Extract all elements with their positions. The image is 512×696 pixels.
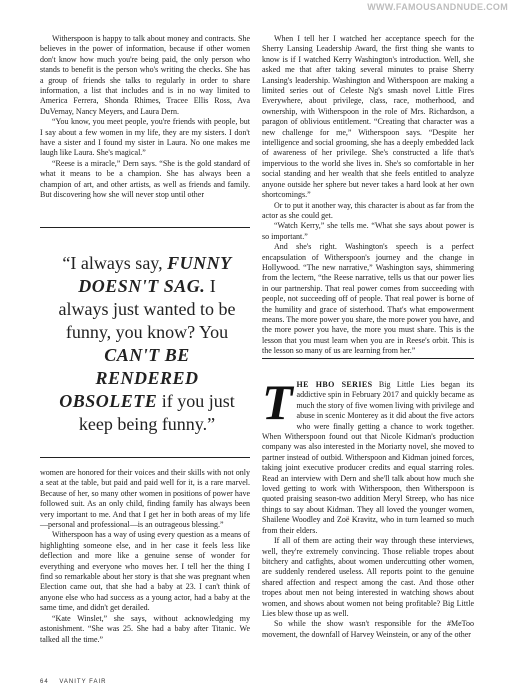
divider xyxy=(262,358,474,359)
paragraph: When I tell her I watched her acceptance speech for the Sherry Lansing Leadership Award, the first thing she wants to know is if I watched Kerry Washington's introduction. Well, she asked me that after taking several minutes to praise Sherry Lansing's leadership. Washington and Witherspoon are making a limited series out of Celeste Ng's smash novel Little Fires Everywhere, about privilege, class, race, motherhood, and ownership, with Witherspoon in the role of Mrs. Richardson, a paragon of oblivious entitlement. “Creating that character was a new challenge for me,” Witherspoon says. “Despite her intelligence and social grooming, she has a deeply embedded lack of awareness of her privilege. She's constructed a life that's impervious to the world she lives in. She's so comfortable in her social standing and her wealth that she feels entitled to analyze anyone outside her sphere but never takes a hard look at her own shortcomings.” xyxy=(262,34,474,200)
divider xyxy=(40,457,250,458)
pull-quote-emphasis: CAN'T BE RENDERED OBSOLETE xyxy=(59,345,199,411)
pull-quote xyxy=(54,252,240,436)
paragraph: “Kate Winslet,” she says, without acknowledging my astonishment. “She was 25. She had a baby after Titanic. We talked all the time.” xyxy=(40,613,250,644)
drop-cap: T xyxy=(262,374,293,430)
left-column-bottom xyxy=(40,468,250,645)
section-opening xyxy=(262,374,474,536)
left-column-top xyxy=(40,34,250,201)
paragraph: If all of them are acting their way through these interviews, well, they're extremely convincing. Those reliable tropes about bitchery and catfights, about women undercutting other women, are suddenly rendered useless. All reports point to the genuine shared affection and respect among the cast. And those other tropes about men not being interested in watching shows about women, and shows about women not being profitable? Big Little Lies blew those up as well. xyxy=(262,536,474,618)
watermark: WWW.FAMOUSANDNUDE.COM xyxy=(367,2,508,12)
page-footer xyxy=(40,679,114,685)
lead-in-caps: HE HBO SERIES xyxy=(296,380,373,389)
magazine-name: VANITY FAIR xyxy=(59,679,107,685)
paragraph: “Reese is a miracle,” Dern says. “She is the gold standard of what it means to be a champion. She has always been a champion of art, and other artists, as well as friends and family. But discovering how she will never stop until other xyxy=(40,158,250,200)
pull-quote-text: I always just wanted to be funny, you know? You xyxy=(58,276,236,342)
right-column-bottom xyxy=(262,374,474,640)
paragraph: “Watch Kerry,” she tells me. “What she says about power is so important.” xyxy=(262,221,474,241)
divider xyxy=(40,227,250,228)
paragraph: Witherspoon has a way of using every question as a means of highlighting someone else, and in her case it feels less like deflection and more like a genuine sense of wonder for everything and everyone who moves her. I tell her the thing I find so remarkable about her story is that she was pregnant when Election came out, that she had a baby at 23. I can't think of anyone else who had success as a young actor, had a baby at the same time, and didn't get derailed. xyxy=(40,530,250,613)
pull-quote-text: “I always say, xyxy=(62,253,163,273)
paragraph: Or to put it another way, this character is about as far from the actor as she could get. xyxy=(262,200,474,220)
pull-quote-text: if you just keep being funny.” xyxy=(78,391,235,434)
paragraph: women are honored for their voices and their skills with not only a seat at the table, but paid and paid well for it, is a rare marvel. Because of her, so many other women in positions of power have followed suit. As an only child, finding family has always been very important to me. And that I get her in both areas of my life—personal and professional—is an outrageous blessing.” xyxy=(40,468,250,530)
paragraph: “You know, you meet people, you're friends with people, but I say about a few women in my life, they are my sisters. I don't have a sister and I found my sister in Laura. No one makes me laugh like Laura. She's magical.” xyxy=(40,117,250,158)
pull-quote-emphasis: FUNNY DOESN'T SAG. xyxy=(78,253,232,296)
paragraph-text: Big Little Lies began its addictive spin in February 2017 and quickly became as much the story of five women living with privilege and abuse in scenic Monterey as it did about the five actors who were finally getting a chance to work together. When Witherspoon found out that Nicole Kidman's production company was also interested in the Moriarty novel, she moved to partner instead of outbid. Witherspoon and Kidman joined forces, taking joint executive producer credits and equal starring roles. Read an interview with Dern and she'll talk about how much she loved getting to work with Witherspoon, then Witherspoon is quoted praising season-two addition Meryl Streep, who has nice things to say about Kidman. They all loved the younger women, Shailene Woodley and Zoë Kravitz, who in turn learned so much from their elders. xyxy=(262,380,474,535)
paragraph: So while the show wasn't responsible for the #MeToo movement, the downfall of Harvey Weinstein, or any of the other xyxy=(262,619,474,639)
paragraph: And she's right. Washington's speech is a perfect encapsulation of Witherspoon's journey and the change in Hollywood. “The new narrative,” Washington says, shimmering from the lectern, “the Reese narrative, tells us that our power lies in our partnership. That real power comes from succeeding with people, not succeeding off of people. That real power is borne of the humility and grace of sisterhood. That's what empowerment means. The more power you share, the more power you have, and the more power you have, the more you must share. This is the lesson that you must learn when you are in Reese's orbit. This is the lesson so many of us are learning from her.” xyxy=(262,242,474,356)
page-number: 64 xyxy=(40,679,49,685)
right-column-top xyxy=(262,34,474,357)
paragraph: Witherspoon is happy to talk about money and contracts. She believes in the power of information, because if other women don't know how much you're being paid, the only person who stands to benefit is the person who's writing the checks. She has a group of friends she talks to regularly in order to share information, a list that includes and is in no way limited to America Ferrera, Shonda Rhimes, Tracee Ellis Ross, Ava DuVernay, Nancy Meyers, and Laura Dern. xyxy=(40,34,250,116)
